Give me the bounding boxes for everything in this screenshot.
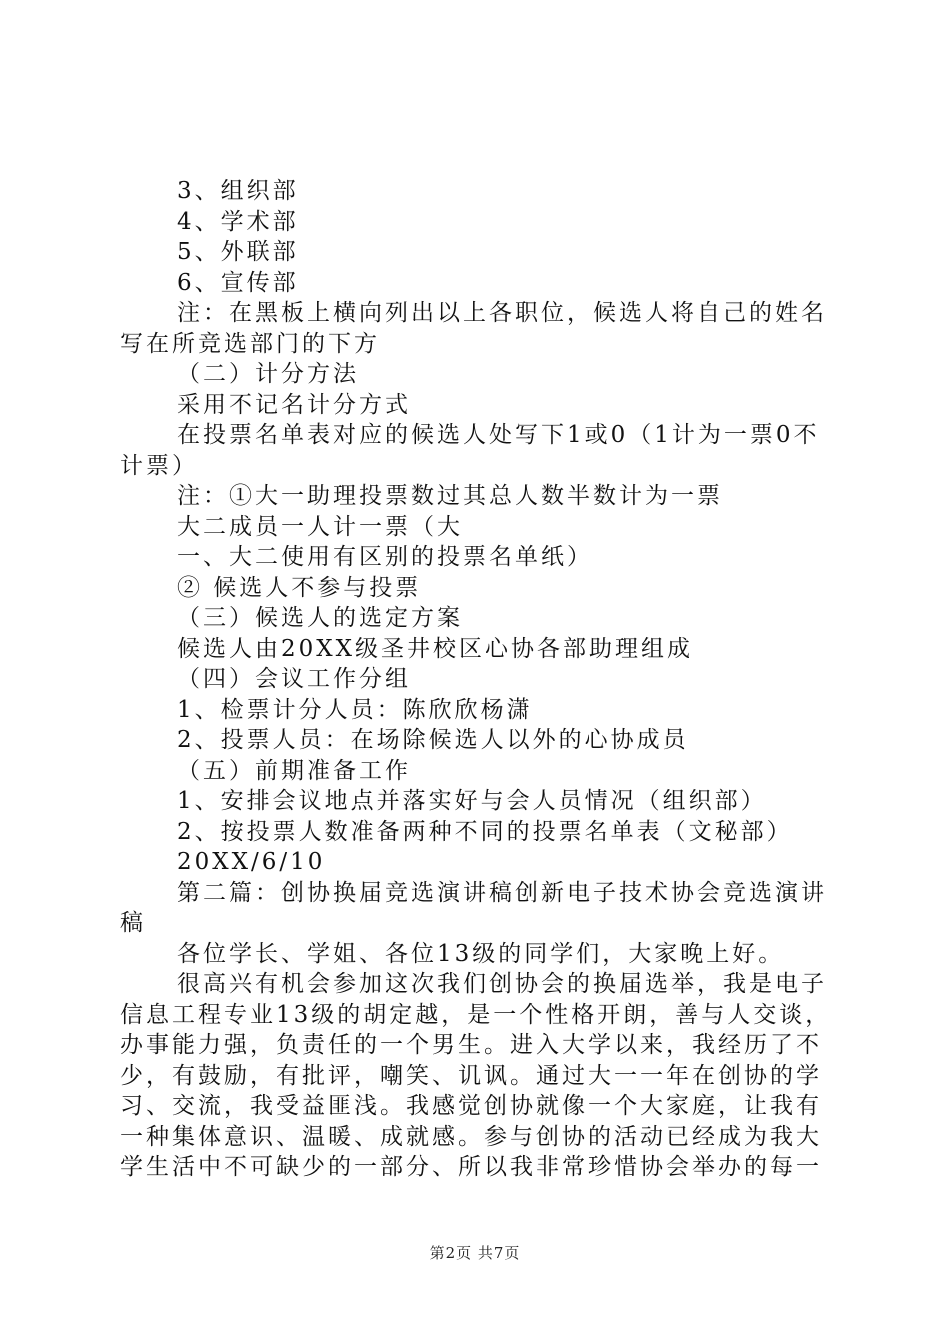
section-heading: （三）候选人的选定方案 bbox=[177, 605, 463, 631]
text-line: 习、交流，我受益匪浅。我感觉创协就像一个大家庭，让我有 bbox=[120, 1093, 822, 1119]
text-line: 采用不记名计分方式 bbox=[177, 391, 411, 418]
text-line: 少，有鼓励，有批评，嘲笑、讥讽。通过大一一年在创协的学 bbox=[120, 1062, 822, 1089]
text-line: 5、外联部 bbox=[177, 239, 299, 265]
section-heading: （二）计分方法 bbox=[177, 361, 359, 387]
text-line: 一、大二使用有区别的投票名单纸） bbox=[177, 544, 593, 570]
text-line: 注：①大一助理投票数过其总人数半数计为一票 bbox=[177, 483, 723, 509]
text-line: 大二成员一人计一票（大 bbox=[177, 513, 463, 540]
page-number-footer: 第2页 共7页 bbox=[429, 1244, 521, 1262]
section-heading: （五）前期准备工作 bbox=[177, 757, 411, 784]
text-line: 4、学术部 bbox=[177, 208, 299, 235]
chapter-title: 稿 bbox=[120, 910, 146, 936]
text-line: 在投票名单表对应的候选人处写下1或0（1计为一票0不 bbox=[177, 422, 820, 448]
chapter-title: 第二篇：创协换届竞选演讲稿创新电子技术协会竞选演讲 bbox=[177, 879, 827, 906]
text-line: 计票） bbox=[120, 452, 198, 479]
text-line: 6、宣传部 bbox=[177, 269, 299, 296]
text-line: 候选人由20XX级圣井校区心协各部助理组成 bbox=[177, 635, 694, 662]
text-line: 写在所竞选部门的下方 bbox=[120, 330, 380, 357]
text-line: 学生活中不可缺少的一部分、所以我非常珍惜协会举办的每一 bbox=[120, 1154, 822, 1180]
text-line: 各位学长、学姐、各位13级的同学们，大家晚上好。 bbox=[177, 940, 785, 967]
text-line: 信息工程专业13级的胡定越，是一个性格开朗，善与人交谈， bbox=[120, 1001, 832, 1028]
text-line: 3、组织部 bbox=[177, 178, 299, 204]
text-line: 2、按投票人数准备两种不同的投票名单表（文秘部） bbox=[177, 818, 793, 845]
text-line: ② 候选人不参与投票 bbox=[177, 574, 422, 601]
section-heading: （四）会议工作分组 bbox=[177, 666, 411, 692]
text-line: 一种集体意识、温暖、成就感。参与创协的活动已经成为我大 bbox=[120, 1123, 822, 1150]
text-line: 办事能力强，负责任的一个男生。进入大学以来，我经历了不 bbox=[120, 1032, 822, 1058]
document-body bbox=[120, 176, 832, 1183]
text-line: 2、投票人员：在场除候选人以外的心协成员 bbox=[177, 727, 689, 753]
text-line: 1、安排会议地点并落实好与会人员情况（组织部） bbox=[177, 788, 767, 814]
text-line: 1、检票计分人员：陈欣欣杨潇 bbox=[177, 696, 533, 723]
date-line: 20XX/6/10 bbox=[177, 849, 326, 875]
text-line: 注：在黑板上横向列出以上各职位，候选人将自己的姓名 bbox=[177, 300, 827, 326]
text-line: 很高兴有机会参加这次我们创协会的换届选举，我是电子 bbox=[177, 971, 827, 997]
